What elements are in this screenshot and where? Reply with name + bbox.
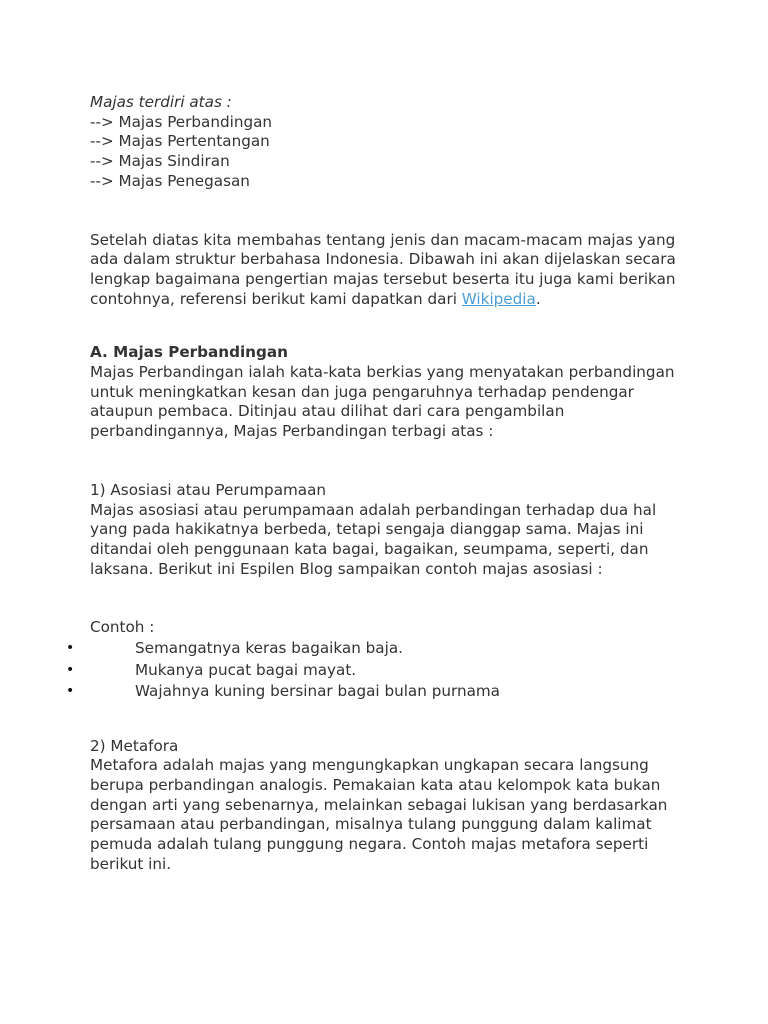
example-text: Semangatnya keras bagaikan baja. [135,639,403,658]
intro-title: Majas terdiri atas : [90,93,232,111]
bullet-icon: • [66,683,75,700]
example-text: Wajahnya kuning bersinar bagai bulan purnama [135,682,500,701]
subsection-1-heading: 1) Asosiasi atau Perumpamaan [90,480,327,499]
list-item [66,660,690,682]
spacer [90,579,690,618]
spacer [90,442,690,481]
spacer [90,703,690,737]
intro-item: --> Majas Penegasan [90,171,250,190]
bullet-icon: • [66,640,75,657]
intro-paragraph-text: Setelah diatas kita membahas tentang jenis dan macam-macam majas yang ada dalam struktur berbahasa Indonesia. Dibawah ini akan dijelaskan secara lengkap bagaimana pengertian majas tersebut beserta itu juga kami berikan contohnya, referensi berikut kami dapatkan dari [90,230,676,308]
intro-paragraph-end: . [535,289,541,308]
spacer [90,309,690,343]
intro-item: --> Majas Sindiran [90,152,230,171]
section-a-heading: A. Majas Perbandingan [90,343,288,362]
subsection-2-body: Metafora adalah majas yang mengungkapkan ungkapan secara langsung berupa perbandingan analogis. Pemakaian kata atau kelompok kata bukan dengan arti yang sebenarnya, melainkan sebagai lukisan yang berdasarkan persamaan atau perbandingan, misalnya tulang punggung dalam kalimat pemuda adalah tulang punggung negara. Contoh majas metafora seperti berikut ini. [90,756,668,873]
section-a-body: Majas Perbandingan ialah kata-kata berkias yang menyatakan perbandingan untuk meningkatkan kesan dan juga pengaruhnya terhadap pendengar ataupun pembaca. Ditinjau atau dilihat dari cara pengambilan perbandingannya, Majas Perbandingan terbagi atas : [90,363,675,441]
spacer [90,192,690,231]
list-item [66,681,690,703]
list-item [66,638,690,660]
example-text: Mukanya pucat bagai mayat. [135,660,357,679]
subsection-2-heading: 2) Metafora [90,736,179,755]
bullet-icon: • [66,661,75,678]
example-list [66,638,690,703]
example-label: Contoh : [90,618,155,637]
wikipedia-link[interactable]: Wikipedia [461,289,536,308]
intro-item: --> Majas Pertentangan [90,132,270,151]
intro-item: --> Majas Perbandingan [90,112,273,131]
intro-paragraph [90,231,690,310]
document-content [66,93,690,874]
subsection-1-body: Majas asosiasi atau perumpamaan adalah perbandingan terhadap dua hal yang pada hakikatnya berbeda, tetapi sengaja dianggap sama. Majas ini ditandai oleh penggunaan kata bagai, bagaikan, seumpama, seperti, dan laksana. Berikut ini Espilen Blog sampaikan contoh majas asosiasi : [90,500,657,578]
